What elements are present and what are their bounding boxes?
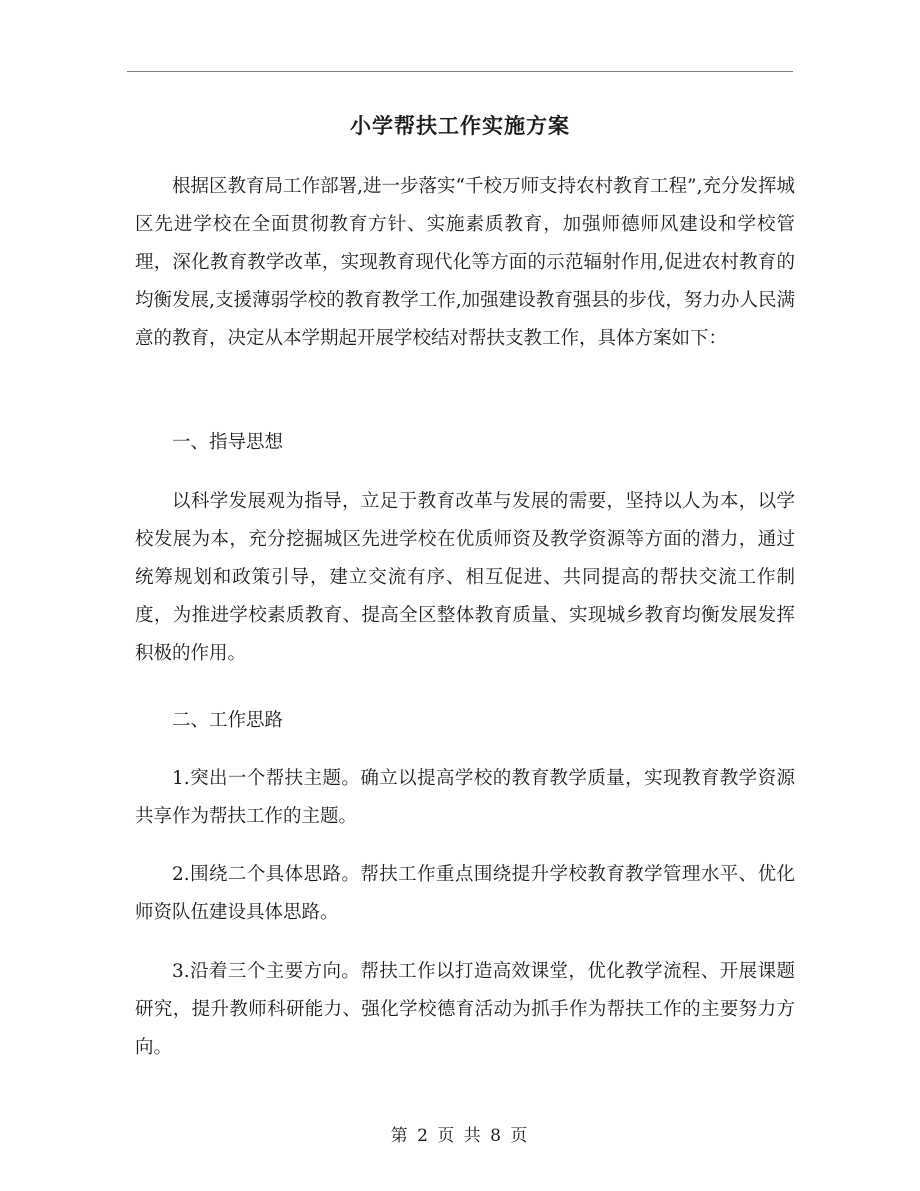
header-rule	[127, 71, 793, 72]
intro-paragraph: 根据区教育局工作部署,进一步落实“千校万师支持农村教育工程”,充分发挥城区先进学校在全面贯彻教育方针、实施素质教育，加强师德师风建设和学校管理，深化教育教学改革，实现教育现代化等方面的示范辐射作用,促进农村教育的均衡发展,支援薄弱学校的教育教学工作,加强建设教育强县的步伐，努力办人民满意的教育，决定从本学期起开展学校结对帮扶支教工作，具体方案如下：	[135, 176, 795, 349]
page-number-footer: 第 2 页 共 8 页	[390, 1126, 530, 1146]
document-title: 小学帮扶工作实施方案	[350, 113, 570, 138]
work-approach-item-3: 3.沿着三个主要方向。帮扶工作以打造高效课堂，优化教学流程、开展课题研究，提升教师科研能力、强化学校德育活动为抓手作为帮扶工作的主要努力方向。	[135, 961, 795, 1058]
section-heading-guiding-ideology: 一、指导思想	[172, 432, 284, 453]
work-approach-item-1: 1.突出一个帮扶主题。确立以提高学校的教育教学质量，实现教育教学资源共享作为帮扶工作的主题。	[135, 768, 795, 827]
guiding-ideology-paragraph: 以科学发展观为指导，立足于教育改革与发展的需要，坚持以人为本，以学校发展为本，充分挖掘城区先进学校在优质师资及教学资源等方面的潜力，通过统筹规划和政策引导，建立交流有序、相互促进、共同提高的帮扶交流工作制度，为推进学校素质教育、提高全区整体教育质量、实现城乡教育均衡发展发挥积极的作用。	[135, 491, 795, 664]
section-heading-work-approach: 二、工作思路	[172, 710, 284, 731]
work-approach-item-2: 2.围绕二个具体思路。帮扶工作重点围绕提升学校教育教学管理水平、优化师资队伍建设具体思路。	[135, 864, 795, 923]
